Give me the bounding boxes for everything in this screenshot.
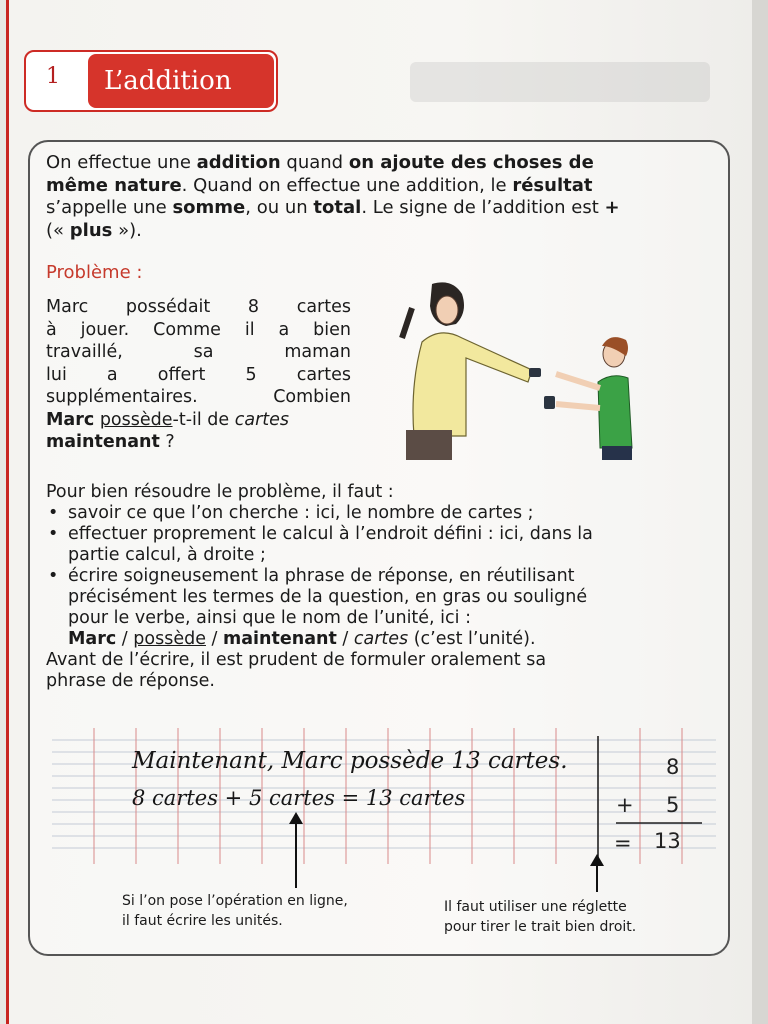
question-time: maintenant	[46, 432, 160, 452]
bold-term: total	[313, 197, 362, 218]
equation-line: 8 cartes + 5 cartes = 13 cartes	[132, 786, 466, 810]
bold-term: +	[604, 197, 620, 218]
calc-term-2: 5	[666, 793, 680, 817]
bold-term: on ajoute des choses de	[348, 152, 594, 173]
key-term-time: maintenant	[223, 629, 337, 649]
problem-statement	[46, 296, 351, 454]
key-sep: /	[205, 629, 223, 649]
note-left-line: Si l’on pose l’opération en ligne,	[122, 893, 348, 909]
problem-line: lui a offert 5 cartes	[46, 364, 351, 385]
question-text: -t-il de	[172, 409, 235, 430]
definition-line	[46, 197, 726, 220]
definition-text: »).	[112, 219, 142, 241]
calc-result: 13	[654, 829, 681, 853]
problem-line: Marc possédait 8 cartes	[46, 297, 351, 317]
note-left-line: il faut écrire les unités.	[122, 913, 283, 929]
method-intro: Pour bien résoudre le problème, il faut :	[46, 482, 394, 502]
method-bullet: • écrire soigneusement la phrase de réponse, en réutilisant	[46, 566, 722, 587]
chapter-title: L’addition	[88, 54, 274, 108]
problem-line: travaillé, sa maman	[46, 342, 351, 362]
key-terms-line	[46, 629, 722, 650]
key-term-subject: Marc	[68, 629, 117, 649]
boy-figure	[544, 337, 632, 460]
calc-plus-sign: +	[616, 793, 634, 817]
key-term-verb: possède	[133, 629, 206, 649]
method-bullet-cont: pour le verbe, ainsi que le nom de l’unité, ici :	[68, 608, 471, 628]
method-conclusion: Avant de l’écrire, il est prudent de formuler oralement sa	[46, 650, 547, 670]
bold-term: somme	[172, 197, 246, 218]
bold-term: addition	[196, 152, 281, 173]
facing-page-edge	[752, 0, 768, 1024]
definition-text: On effectue une	[46, 152, 197, 173]
problem-question-line	[46, 431, 351, 454]
definition-text: s’appelle une	[46, 197, 173, 218]
answer-sentence: Maintenant, Marc possède 13 cartes.	[132, 748, 568, 774]
chapter-header	[24, 50, 278, 112]
definition-paragraph	[46, 152, 726, 242]
arrow-up-icon	[596, 864, 598, 892]
bold-term: même nature	[46, 174, 182, 196]
problem-line: supplémentaires. Combien	[46, 387, 351, 407]
problem-line: à jouer. Comme il a bien	[46, 319, 351, 340]
key-note: (c’est l’unité).	[408, 629, 536, 649]
note-right-line: pour tirer le trait bien droit.	[444, 919, 637, 935]
note-right-line: Il faut utiliser une réglette	[444, 899, 627, 915]
problem-heading: Problème :	[46, 262, 143, 283]
method-section	[46, 482, 722, 692]
definition-text: , ou un	[245, 197, 314, 218]
bold-term: plus	[69, 219, 113, 241]
definition-text: («	[46, 219, 70, 241]
calc-equals-sign: =	[614, 831, 632, 855]
show-through-header	[410, 62, 710, 102]
definition-text: quand	[280, 152, 349, 173]
question-unit: cartes	[234, 409, 290, 430]
arrow-up-icon	[295, 822, 297, 888]
method-bullet: • effectuer proprement le calcul à l’endroit défini : ici, dans la	[46, 524, 722, 545]
bold-term: résultat	[512, 174, 593, 196]
definition-line	[46, 220, 726, 243]
method-bullet-cont: partie calcul, à droite ;	[68, 545, 266, 565]
definition-text: . Quand on effectue une addition, le	[181, 174, 513, 196]
note-right	[444, 897, 636, 937]
illustration-mother-gives-cards	[392, 280, 654, 466]
method-conclusion: phrase de réponse.	[46, 671, 215, 691]
method-bullet-cont: précisément les termes de la question, en gras ou souligné	[68, 587, 588, 607]
key-term-unit: cartes	[353, 629, 409, 649]
definition-line	[46, 152, 726, 175]
question-mark: ?	[159, 432, 175, 452]
question-subject: Marc	[46, 409, 95, 430]
problem-question-line	[46, 409, 351, 432]
chapter-number: 1	[46, 64, 60, 89]
method-bullet: • savoir ce que l’on cherche : ici, le nombre de cartes ;	[46, 503, 722, 524]
question-verb: possède	[99, 409, 173, 430]
note-left	[122, 891, 348, 931]
mother-figure	[402, 282, 541, 460]
key-sep: /	[116, 629, 134, 649]
definition-text: . Le signe de l’addition est	[361, 197, 605, 218]
calc-term-1: 8	[666, 755, 680, 779]
key-sep: /	[336, 629, 354, 649]
definition-line	[46, 175, 726, 198]
